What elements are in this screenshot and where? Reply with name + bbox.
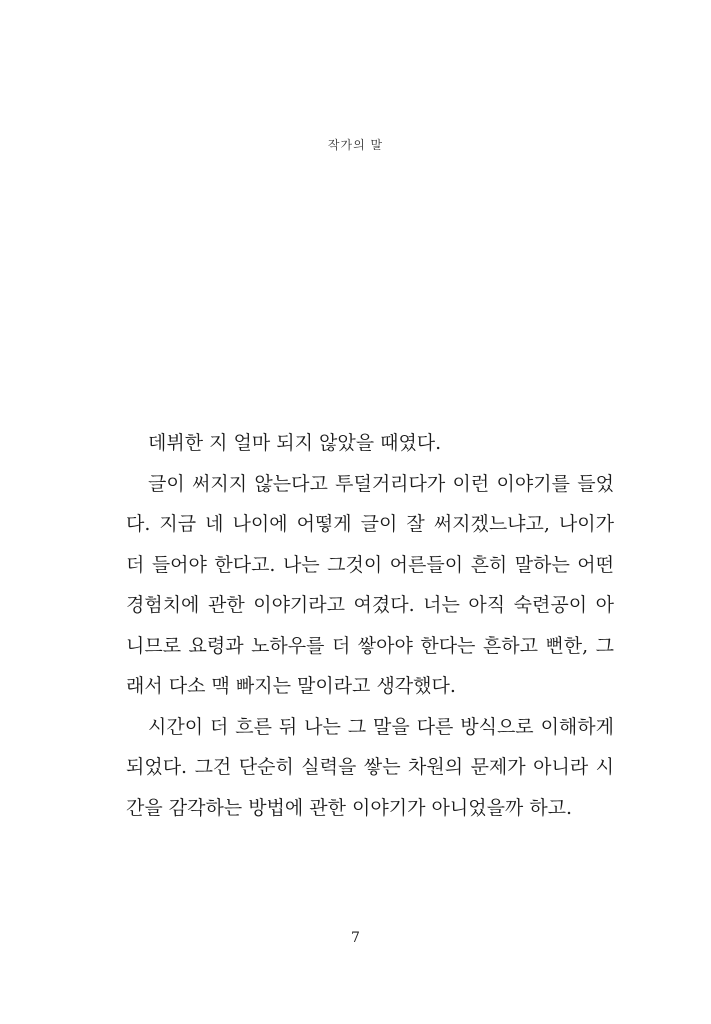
paragraph-3-line-1: 시간이 더 흐른 뒤 나는 그 말을 다른 방식으로 이해하게 <box>148 715 614 738</box>
paragraph-2-line-5: 니므로 요령과 노하우를 더 쌓아야 한다는 흔하고 뻔한, 그 <box>126 634 614 657</box>
paragraph-3-line-3: 간을 감각하는 방법에 관한 이야기가 아니었을까 하고. <box>126 796 573 819</box>
section-title: 작가의 말 <box>327 138 384 152</box>
paragraph-2-line-2: 다. 지금 네 나이에 어떻게 글이 잘 써지겠느냐고, 나이가 <box>126 513 614 535</box>
paragraph-2-line-3: 더 들어야 한다고. 나는 그것이 어른들이 흔히 말하는 어떤 <box>126 553 614 576</box>
paragraph-2-line-4: 경험치에 관한 이야기라고 여겼다. 너는 아직 숙련공이 아 <box>126 594 614 616</box>
paragraph-2-line-1: 글이 써지지 않는다고 투덜거리다가 이런 이야기를 들었 <box>148 472 614 495</box>
body-text <box>126 423 614 828</box>
paragraph-3-line-2: 되었다. 그건 단순히 실력을 쌓는 차원의 문제가 아니라 시 <box>126 756 614 778</box>
page-number: 7 <box>351 930 360 946</box>
paragraph-1-line-1: 데뷔한 지 얼마 되지 않았을 때였다. <box>148 432 442 454</box>
paragraph-2-line-6: 래서 다소 맥 빠지는 말이라고 생각했다. <box>126 675 456 697</box>
